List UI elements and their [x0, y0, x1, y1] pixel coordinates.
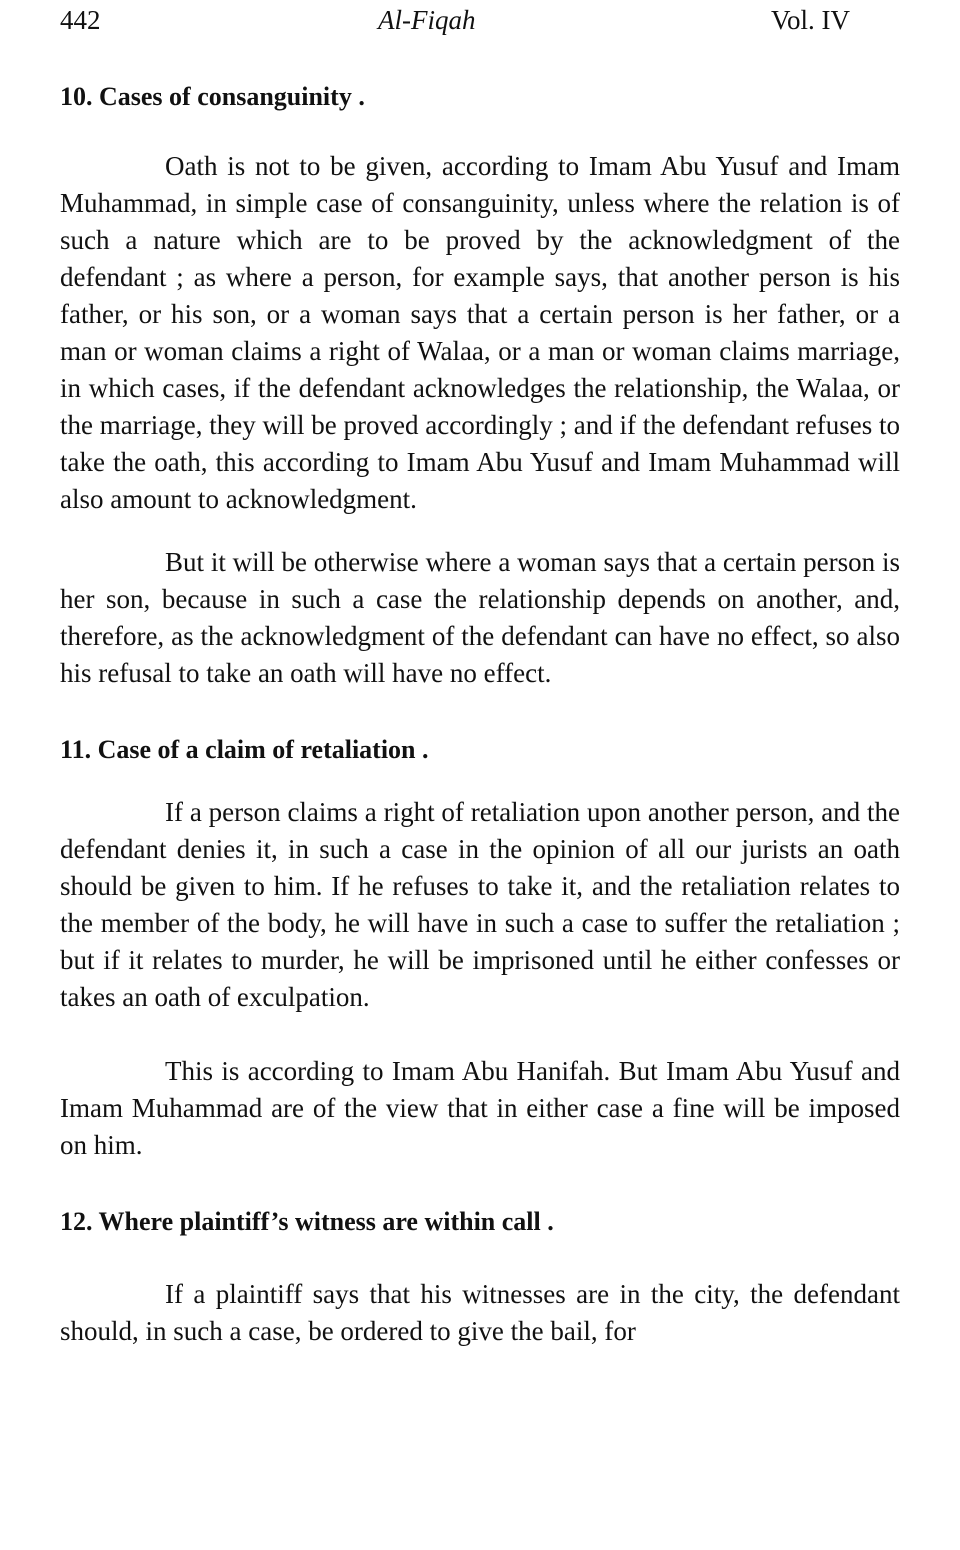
paragraph: If a person claims a right of retaliation upon another person, and the defendant denies it, in such a case in the opinion of all our jurists an oath should be given to him. If he refuses to take it, and the retaliation relates to the member of the body, he will have in such a case to suffer the retaliation ; but if it relates to murder, he will be imprisoned until he either confesses or takes an oath of exculpation.	[60, 797, 900, 1012]
section-heading-11: 11. Case of a claim of retaliation .	[60, 735, 429, 764]
paragraph: This is according to Imam Abu Hanifah. But Imam Abu Yusuf and Imam Muhammad are of the view that in either case a fine will be imposed on him.	[60, 1056, 900, 1160]
paragraph: Oath is not to be given, according to Imam Abu Yusuf and Imam Muhammad, in simple case of consanguinity, unless where the relation is of such a nature which are to be proved by the acknowledgment of the defendant ; as where a person, for example says, that another person is his father, or his son, or a woman says that a certain person is her father, or a man or woman claims a right of Walaa, or a man or woman claims marriage, in which cases, if the defendant acknowledges the relationship, the Walaa, or the marriage, they will be proved accordingly ; and if the defendant refuses to take the oath, this according to Imam Abu Yusuf and Imam Muhammad will also amount to acknowledgment.	[60, 151, 900, 514]
page-number: 442	[60, 5, 101, 35]
running-head	[60, 0, 900, 40]
book-page	[60, 0, 900, 1550]
section-heading-12: 12. Where plaintiff’s witness are within call .	[60, 1207, 554, 1236]
section-heading-10: 10. Cases of consanguinity .	[60, 82, 365, 111]
book-title: Al-Fiqah	[378, 5, 476, 35]
paragraph: If a plaintiff says that his witnesses are in the city, the defendant should, in such a case, be ordered to give the bail, for	[60, 1279, 900, 1346]
paragraph: But it will be otherwise where a woman says that a certain person is her son, because in such a case the relationship depends on another, and, therefore, as the acknowledgment of the defendant can have no effect, so also his refusal to take an oath will have no effect.	[60, 547, 900, 688]
volume-label: Vol. IV	[770, 5, 850, 35]
